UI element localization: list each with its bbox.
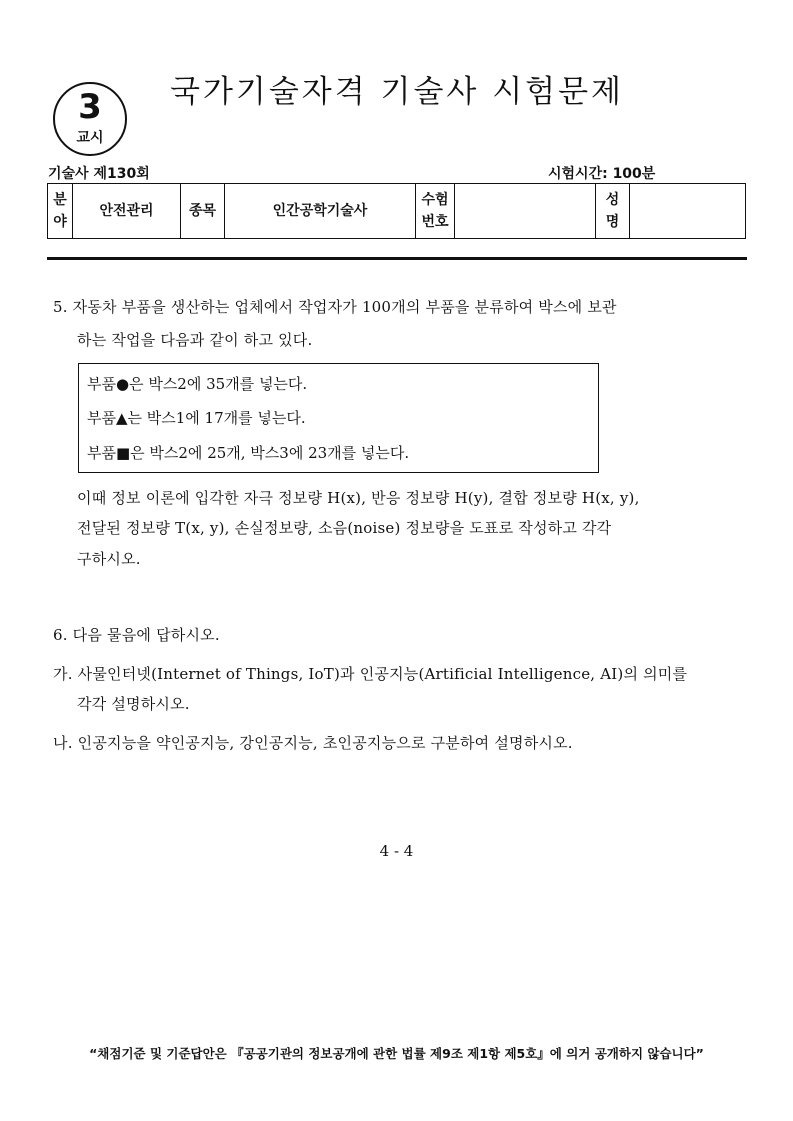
header-divider: [47, 257, 747, 260]
q5-line-1: 5. 자동차 부품을 생산하는 업체에서 작업자가 100개의 부품을 분류하여 박스에 보관: [53, 298, 617, 316]
exam-number-field[interactable]: [455, 184, 596, 239]
exam-number-label-line-2: 번호: [421, 214, 449, 230]
category-label: 종목: [181, 184, 225, 239]
q5-parts-box: [78, 363, 599, 473]
q5-box-line-2: 부품▲는 박스1에 17개를 넣는다.: [87, 409, 306, 427]
q6-intro: 6. 다음 물음에 답하시오.: [53, 626, 220, 644]
name-label-line-1: 성: [605, 192, 620, 208]
name-label-cell: [596, 184, 630, 239]
page-title: 국가기술자격 기술사 시험문제: [170, 74, 625, 110]
q5-after-line-1: 이때 정보 이론에 입각한 자극 정보량 H(x), 반응 정보량 H(y), 결합 정보량 H(x, y),: [77, 489, 640, 507]
field-label-line-1: 분: [53, 192, 67, 208]
exam-number-label-line-1: 수험: [421, 192, 449, 208]
name-field[interactable]: [630, 184, 746, 239]
exam-time: 시험시간: 100분: [548, 166, 656, 182]
category-value: 인간공학기술사: [225, 184, 416, 239]
q6-part-b-line-1: 나. 인공지능을 약인공지능, 강인공지능, 초인공지능으로 구분하여 설명하시오.: [53, 734, 573, 752]
q6-part-a-line-1: 가. 사물인터넷(Internet of Things, IoT)과 인공지능(Artificial Intelligence, AI)의 의미를: [53, 665, 688, 683]
field-value: 안전관리: [73, 184, 181, 239]
exam-info-table: [47, 183, 746, 239]
q5-box-line-1: 부품●은 박스2에 35개를 넣는다.: [87, 375, 308, 393]
field-label-line-2: 야: [53, 214, 67, 230]
period-label: 교시: [76, 130, 104, 146]
exam-number-label-cell: [416, 184, 455, 239]
footer-note: “채점기준 및 기준답안은 『공공기관의 정보공개에 관한 법률 제9조 제1항 제5호』에 의거 공개하지 않습니다”: [89, 1046, 704, 1061]
name-label-line-2: 명: [605, 214, 620, 230]
q5-after-line-3: 구하시오.: [77, 550, 141, 568]
q5-line-2: 하는 작업을 다음과 같이 하고 있다.: [77, 331, 313, 349]
period-badge: [53, 82, 127, 156]
q6-part-a-line-2: 각각 설명하시오.: [77, 695, 190, 713]
period-number: 3: [78, 87, 102, 127]
field-label-cell: [48, 184, 73, 239]
q5-after-line-2: 전달된 정보량 T(x, y), 손실정보량, 소음(noise) 정보량을 도표로 작성하고 각각: [77, 519, 612, 537]
exam-round: 기술사 제130회: [48, 166, 150, 182]
page-number: 4 - 4: [379, 842, 414, 860]
q5-box-line-3: 부품■은 박스2에 25개, 박스3에 23개를 넣는다.: [87, 444, 410, 462]
